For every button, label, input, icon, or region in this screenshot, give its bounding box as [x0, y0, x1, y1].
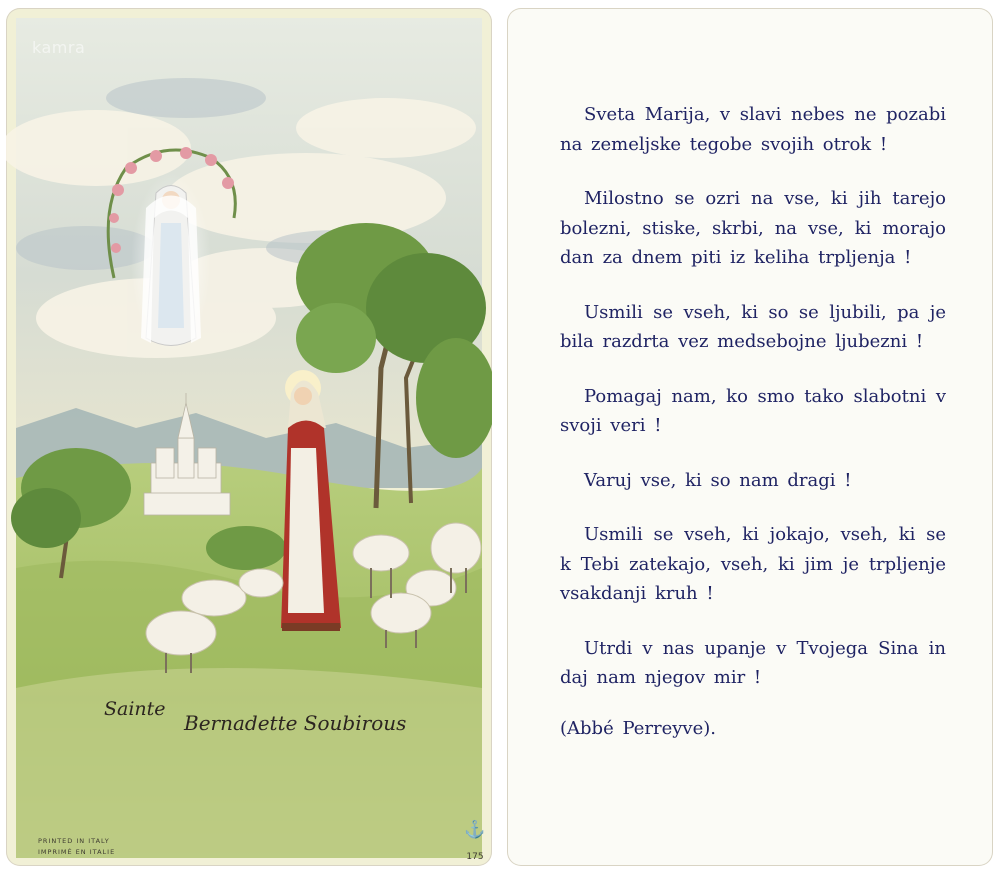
prayer-text [560, 100, 946, 768]
prayer-paragraph: Milostno se ozri na vse, ki jih tarejo bolezni, stiske, skrbi, na vse, ki morajo dan za dnem piti iz keliha trpljenja ! [560, 188, 946, 268]
caption-line-2: Bernadette Soubirous [184, 711, 407, 735]
printed-line-1: PRINTED IN ITALY [38, 837, 110, 845]
printed-in-italy [38, 836, 115, 858]
prayer-paragraph: Varuj vse, ki so nam dragi ! [584, 469, 852, 491]
caption-line-1: Sainte [104, 698, 166, 720]
anchor-icon: ⚓ [464, 820, 486, 840]
prayer-paragraph: Usmili se vseh, ki jokajo, vseh, ki se k Tebi zatekajo, vseh, ki jim je trpljenje vsakdanji kruh ! [560, 524, 946, 604]
saint-caption [102, 698, 432, 748]
prayer-paragraph: Pomagaj nam, ko smo tako slabotni v svoji veri ! [560, 385, 946, 436]
printed-line-2: IMPRIMÉ EN ITALIE [38, 848, 116, 856]
prayer-paragraph: Usmili se vseh, ki so se ljubili, pa je bila razdrta vez medsebojne ljubezni ! [560, 301, 946, 352]
holy-card-back [507, 8, 993, 866]
publisher-block [460, 820, 490, 862]
watermark-text: kamra [32, 38, 86, 57]
prayer-author: (Abbé Perreyve). [560, 717, 716, 739]
card-number: 175 [466, 852, 484, 862]
prayer-paragraph: Utrdi v nas upanje v Tvojega Sina in daj nam njegov mir ! [560, 637, 946, 688]
prayer-paragraph: Sveta Marija, v slavi nebes ne pozabi na zemeljske tegobe svojih otrok ! [560, 104, 946, 155]
virgin-mary [131, 173, 211, 353]
holy-card-front [6, 8, 492, 866]
